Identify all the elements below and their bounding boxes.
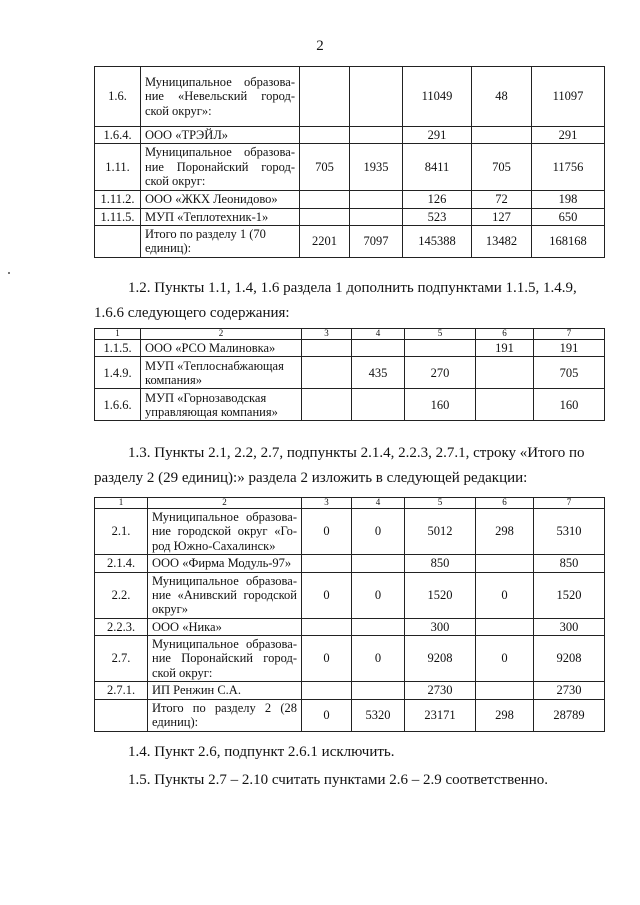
table-row-total (95, 699, 605, 731)
paragraph-1-3 (94, 441, 604, 491)
table-section-2-revision (94, 497, 605, 732)
cell-c5: 11049 (403, 67, 472, 127)
cell-c4: 435 (352, 357, 405, 389)
cell-c6: 191 (476, 340, 534, 357)
header-cell: 3 (302, 498, 352, 509)
cell-c3: 0 (302, 572, 352, 618)
cell-name: ООО «ЖКХ Леонидово» (141, 190, 300, 208)
cell-c6 (476, 618, 534, 635)
table-row (95, 340, 605, 357)
cell-name: Итого по разделу 1 (70 единиц): (141, 225, 300, 257)
table-row (95, 357, 605, 389)
cell-name: МУП «Горнозаводская управляющая компания» (141, 389, 302, 421)
cell-c5: 9208 (405, 636, 476, 682)
cell-c4 (352, 340, 405, 357)
cell-name: ИП Ренжин С.А. (148, 682, 302, 699)
cell-c3: 0 (302, 699, 352, 731)
cell-c6: 127 (472, 208, 532, 225)
cell-name: МУП «Теплоснабжающая компания» (141, 357, 302, 389)
table-row (95, 509, 605, 555)
cell-name: Муниципальное образова-ние Поронайский город-ской округ: (141, 144, 300, 190)
header-cell: 1 (95, 329, 141, 340)
cell-c7: 705 (534, 357, 605, 389)
cell-c6: 72 (472, 190, 532, 208)
cell-c3 (302, 389, 352, 421)
cell-c3 (300, 67, 350, 127)
cell-c4 (350, 190, 403, 208)
cell-c7: 11097 (532, 67, 605, 127)
cell-c7: 1520 (534, 572, 605, 618)
cell-c6 (476, 357, 534, 389)
paragraph-1-3-line-1: 1.3. Пункты 2.1, 2.2, 2.7, подпункты 2.1.4, 2.2.3, 2.7.1, строку «Итого по (128, 445, 585, 461)
cell-c5: 23171 (405, 699, 476, 731)
paragraph-1-5: 1.5. Пункты 2.7 – 2.10 считать пунктами 2.6 – 2.9 соответственно. (128, 772, 549, 788)
table-row (95, 572, 605, 618)
cell-num: 2.1. (95, 509, 148, 555)
header-cell: 2 (148, 498, 302, 509)
cell-c4: 7097 (350, 225, 403, 257)
cell-c5: 126 (403, 190, 472, 208)
cell-c5: 523 (403, 208, 472, 225)
cell-c7: 191 (534, 340, 605, 357)
cell-num: 1.11.2. (95, 190, 141, 208)
header-cell: 4 (352, 498, 405, 509)
table-section-1-continuation (94, 66, 605, 258)
cell-c5: 2730 (405, 682, 476, 699)
table-header-row (95, 329, 605, 340)
cell-c4 (352, 618, 405, 635)
table-row-total (95, 225, 605, 257)
cell-c3: 0 (302, 636, 352, 682)
header-cell: 7 (534, 498, 605, 509)
cell-name: ООО «Фирма Модуль-97» (148, 555, 302, 572)
table-header-row (95, 498, 605, 509)
cell-c6: 48 (472, 67, 532, 127)
cell-c7: 2730 (534, 682, 605, 699)
cell-c5: 850 (405, 555, 476, 572)
cell-name: Муниципальное образова-ние Поронайский город-ской округ: (148, 636, 302, 682)
cell-num: 1.4.9. (95, 357, 141, 389)
cell-c4: 5320 (352, 699, 405, 731)
cell-num: 1.6.6. (95, 389, 141, 421)
header-cell: 4 (352, 329, 405, 340)
cell-c5: 300 (405, 618, 476, 635)
cell-num: 2.2.3. (95, 618, 148, 635)
paragraph-1-2 (94, 276, 604, 326)
page-number: 2 (316, 38, 324, 54)
table-row (95, 555, 605, 572)
table-row (95, 190, 605, 208)
paragraph-1-3-line-2: разделу 2 (29 единиц):» раздела 2 изложить в следующей редакции: (94, 470, 528, 486)
cell-c7: 28789 (534, 699, 605, 731)
cell-name: ООО «РСО Малиновка» (141, 340, 302, 357)
cell-num: 1.11.5. (95, 208, 141, 225)
cell-c4: 0 (352, 636, 405, 682)
table-row (95, 682, 605, 699)
cell-c4 (350, 67, 403, 127)
cell-c5: 270 (405, 357, 476, 389)
cell-c4 (350, 208, 403, 225)
header-cell: 6 (476, 498, 534, 509)
cell-name: МУП «Теплотехник-1» (141, 208, 300, 225)
cell-num: 1.6. (95, 67, 141, 127)
cell-c4 (352, 555, 405, 572)
cell-c7: 160 (534, 389, 605, 421)
paragraph-1-2-line-1: 1.2. Пункты 1.1, 1.4, 1.6 раздела 1 дополнить подпунктами 1.1.5, 1.4.9, (128, 280, 577, 296)
cell-name: Итого по разделу 2 (28 единиц): (148, 699, 302, 731)
cell-c6: 0 (476, 572, 534, 618)
cell-c7: 850 (534, 555, 605, 572)
cell-c5 (405, 340, 476, 357)
cell-c7: 300 (534, 618, 605, 635)
cell-c3: 705 (300, 144, 350, 190)
header-cell: 5 (405, 498, 476, 509)
paragraph-1-2-line-2: 1.6.6 следующего содержания: (94, 305, 290, 321)
cell-c3 (300, 208, 350, 225)
cell-c3 (302, 618, 352, 635)
scan-speck (8, 272, 10, 274)
cell-c6 (476, 389, 534, 421)
cell-c6 (476, 555, 534, 572)
cell-c4: 1935 (350, 144, 403, 190)
cell-c4: 0 (352, 509, 405, 555)
cell-name: Муниципальное образова-ние городской округ «Го-род Южно-Сахалинск» (148, 509, 302, 555)
cell-c7: 650 (532, 208, 605, 225)
cell-c6: 298 (476, 699, 534, 731)
cell-c3 (302, 340, 352, 357)
cell-c7: 168168 (532, 225, 605, 257)
cell-c7: 11756 (532, 144, 605, 190)
cell-c5: 291 (403, 127, 472, 144)
cell-c7: 5310 (534, 509, 605, 555)
cell-c4 (352, 682, 405, 699)
cell-c4 (350, 127, 403, 144)
table-row (95, 144, 605, 190)
table-new-subitems (94, 328, 605, 421)
cell-name: ООО «ТРЭЙЛ» (141, 127, 300, 144)
cell-num: 2.2. (95, 572, 148, 618)
cell-c5: 145388 (403, 225, 472, 257)
cell-c6: 13482 (472, 225, 532, 257)
cell-c6 (476, 682, 534, 699)
table-row (95, 636, 605, 682)
cell-num: 1.6.4. (95, 127, 141, 144)
cell-c3 (300, 127, 350, 144)
cell-c5: 160 (405, 389, 476, 421)
table-row (95, 618, 605, 635)
cell-c3: 0 (302, 509, 352, 555)
cell-name: ООО «Ника» (148, 618, 302, 635)
cell-name: Муниципальное образова-ние «Анивский городской округ» (148, 572, 302, 618)
cell-c5: 1520 (405, 572, 476, 618)
paragraph-1-4: 1.4. Пункт 2.6, подпункт 2.6.1 исключить. (128, 744, 395, 760)
cell-c3 (302, 682, 352, 699)
cell-c3 (302, 555, 352, 572)
table-row (95, 389, 605, 421)
cell-c6: 705 (472, 144, 532, 190)
header-cell: 3 (302, 329, 352, 340)
cell-c4: 0 (352, 572, 405, 618)
cell-c3: 2201 (300, 225, 350, 257)
table-row (95, 67, 605, 127)
cell-num (95, 225, 141, 257)
cell-c7: 291 (532, 127, 605, 144)
header-cell: 7 (534, 329, 605, 340)
cell-num: 2.7.1. (95, 682, 148, 699)
cell-c5: 8411 (403, 144, 472, 190)
header-cell: 5 (405, 329, 476, 340)
table-row (95, 208, 605, 225)
header-cell: 2 (141, 329, 302, 340)
cell-num: 1.11. (95, 144, 141, 190)
header-cell: 1 (95, 498, 148, 509)
cell-num: 2.1.4. (95, 555, 148, 572)
header-cell: 6 (476, 329, 534, 340)
cell-c6: 298 (476, 509, 534, 555)
cell-c3 (300, 190, 350, 208)
cell-c3 (302, 357, 352, 389)
cell-c6: 0 (476, 636, 534, 682)
cell-num: 2.7. (95, 636, 148, 682)
cell-num (95, 699, 148, 731)
cell-name: Муниципальное образова-ние «Невельский город-ской округ»: (141, 67, 300, 127)
cell-c7: 198 (532, 190, 605, 208)
cell-num: 1.1.5. (95, 340, 141, 357)
table-row (95, 127, 605, 144)
cell-c4 (352, 389, 405, 421)
cell-c7: 9208 (534, 636, 605, 682)
cell-c5: 5012 (405, 509, 476, 555)
cell-c6 (472, 127, 532, 144)
